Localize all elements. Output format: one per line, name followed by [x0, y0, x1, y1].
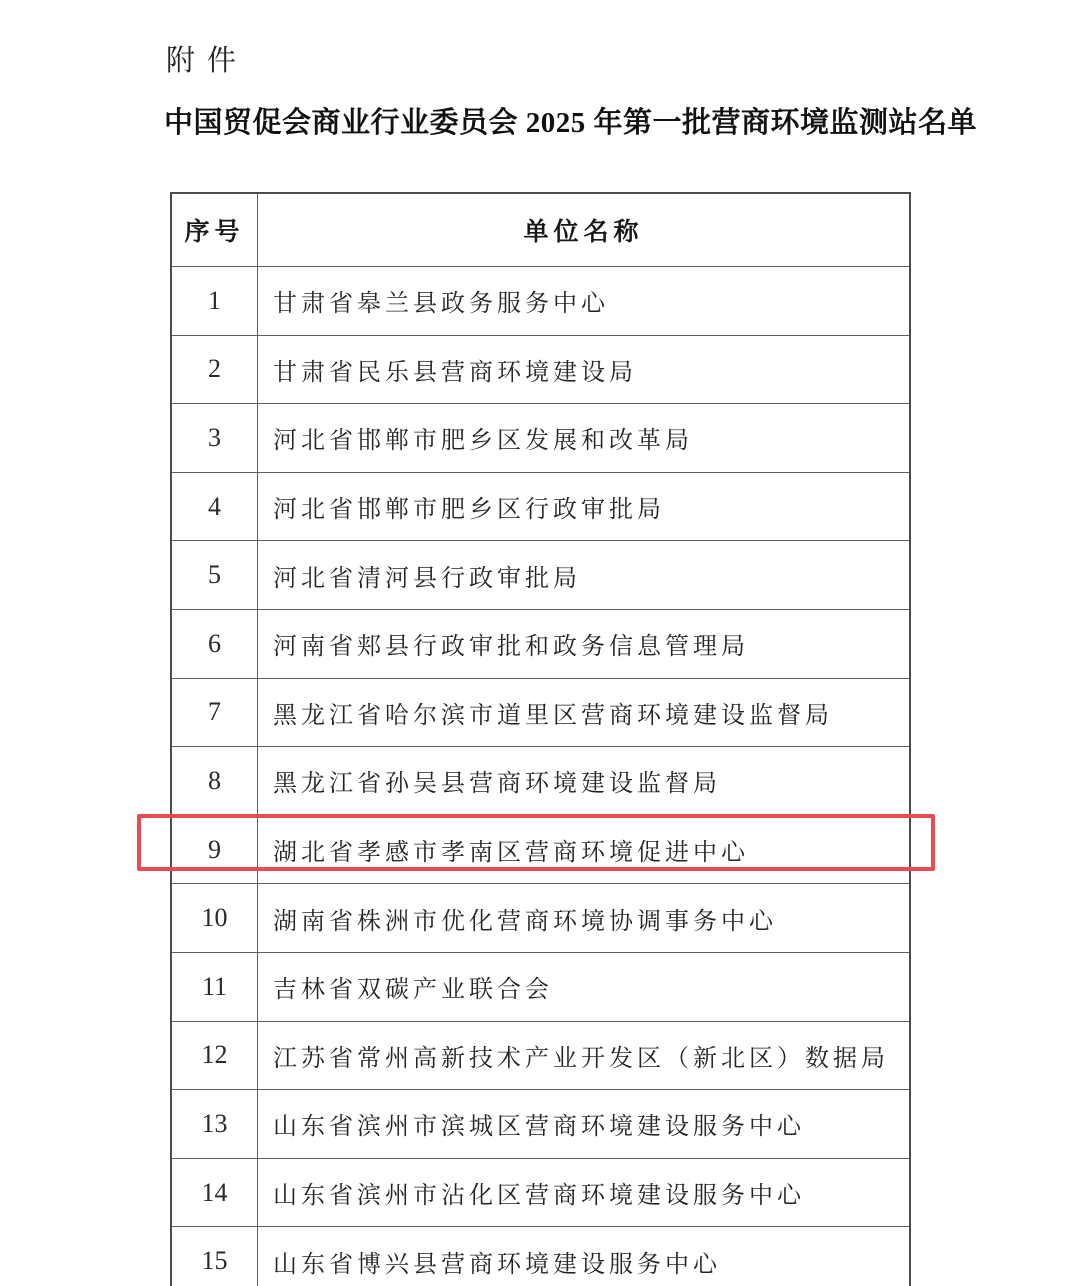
unit-name: 山东省滨州市沾化区营商环境建设服务中心	[258, 1158, 911, 1227]
row-number: 9	[171, 815, 258, 884]
unit-name: 甘肃省民乐县营商环境建设局	[258, 335, 911, 404]
table-row	[171, 609, 910, 678]
row-number: 3	[171, 404, 258, 473]
table-row	[171, 815, 910, 884]
table-row	[171, 884, 910, 953]
attachment-label: 附件	[166, 45, 249, 77]
column-header-index: 序号	[171, 193, 258, 267]
row-number: 6	[171, 609, 258, 678]
unit-name: 江苏省常州高新技术产业开发区（新北区）数据局	[258, 1021, 911, 1090]
row-number: 10	[171, 884, 258, 953]
table-row	[171, 472, 910, 541]
table-row	[171, 747, 910, 816]
column-header-unit-name: 单位名称	[258, 193, 911, 267]
table-row	[171, 1021, 910, 1090]
row-number: 7	[171, 678, 258, 747]
unit-name: 山东省滨州市滨城区营商环境建设服务中心	[258, 1090, 911, 1159]
table-row	[171, 267, 910, 336]
unit-name: 河南省郏县行政审批和政务信息管理局	[258, 609, 911, 678]
unit-name: 甘肃省皋兰县政务服务中心	[258, 267, 911, 336]
unit-name: 湖北省孝感市孝南区营商环境促进中心	[258, 815, 911, 884]
unit-name: 吉林省双碳产业联合会	[258, 952, 911, 1021]
unit-name: 黑龙江省孙吴县营商环境建设监督局	[258, 747, 911, 816]
row-number: 8	[171, 747, 258, 816]
unit-name: 黑龙江省哈尔滨市道里区营商环境建设监督局	[258, 678, 911, 747]
table-body	[171, 267, 910, 1286]
unit-name: 湖南省株洲市优化营商环境协调事务中心	[258, 884, 911, 953]
row-number: 11	[171, 952, 258, 1021]
table-row	[171, 541, 910, 610]
unit-name: 山东省博兴县营商环境建设服务中心	[258, 1227, 911, 1286]
row-number: 2	[171, 335, 258, 404]
row-number: 15	[171, 1227, 258, 1286]
table-row	[171, 1158, 910, 1227]
row-number: 5	[171, 541, 258, 610]
table-row	[171, 404, 910, 473]
table-row	[171, 335, 910, 404]
unit-name: 河北省邯郸市肥乡区发展和改革局	[258, 404, 911, 473]
table-row	[171, 1090, 910, 1159]
monitoring-station-table	[170, 192, 911, 1286]
row-number: 13	[171, 1090, 258, 1159]
row-number: 12	[171, 1021, 258, 1090]
table-row	[171, 952, 910, 1021]
unit-name: 河北省清河县行政审批局	[258, 541, 911, 610]
table-header	[171, 193, 910, 267]
unit-name: 河北省邯郸市肥乡区行政审批局	[258, 472, 911, 541]
row-number: 4	[171, 472, 258, 541]
table-row	[171, 678, 910, 747]
page-title: 中国贸促会商业行业委员会 2025 年第一批营商环境监测站名单	[164, 107, 978, 139]
table-row	[171, 1227, 910, 1286]
table-header-row	[171, 193, 910, 267]
row-number: 1	[171, 267, 258, 336]
row-number: 14	[171, 1158, 258, 1227]
